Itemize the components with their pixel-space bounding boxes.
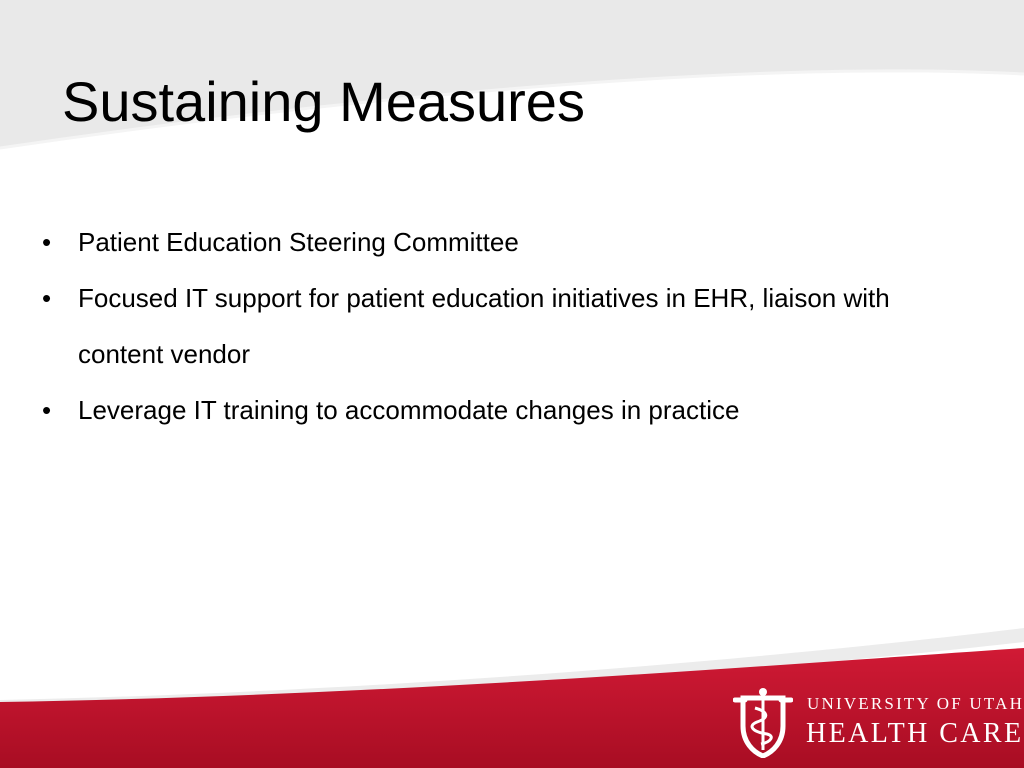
bullet-item bbox=[42, 270, 942, 382]
bullet-item bbox=[42, 214, 942, 270]
bullet-marker: • bbox=[42, 283, 52, 313]
bullet-list bbox=[42, 214, 942, 438]
slide-title: Sustaining Measures bbox=[62, 70, 585, 133]
bullet-marker: • bbox=[42, 227, 52, 257]
logo-university-text: UNIVERSITY OF UTAH bbox=[807, 694, 1024, 713]
bullet-text: Focused IT support for patient education initiatives in EHR, liaison with content vendor bbox=[78, 283, 890, 369]
logo-health-care-text: HEALTH CARE bbox=[806, 718, 1024, 749]
bullet-text: Leverage IT training to accommodate changes in practice bbox=[78, 395, 740, 425]
university-logo bbox=[733, 686, 1024, 758]
bullet-item bbox=[42, 382, 942, 438]
caduceus-shield-icon bbox=[733, 686, 793, 758]
bullet-text: Patient Education Steering Committee bbox=[78, 227, 519, 257]
bullet-marker: • bbox=[42, 395, 52, 425]
